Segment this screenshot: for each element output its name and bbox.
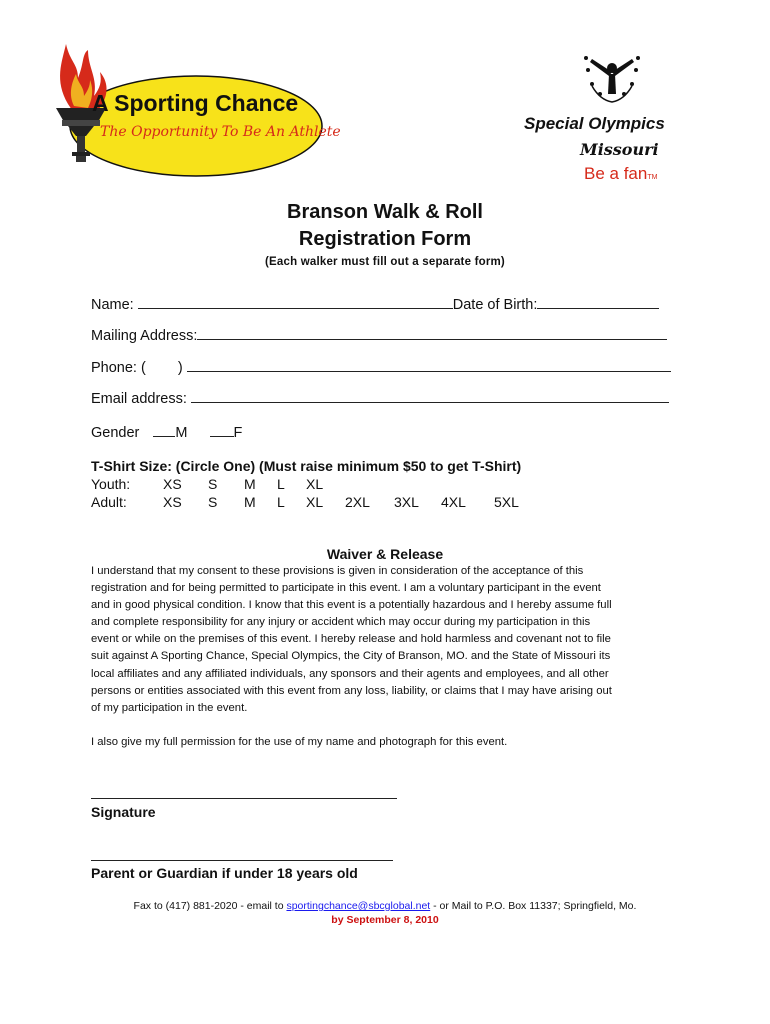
signature-field[interactable]	[91, 798, 397, 799]
gender-m-field[interactable]	[153, 423, 175, 437]
special-olympics-figure-icon	[512, 48, 718, 118]
waiver-line: and in good physical condition. I know that this event is a potentially hazardous and I hereby assume full	[91, 599, 612, 612]
waiver-line: local affiliates and any affiliated individuals, any sponsors and their agents and employees, and all other	[91, 667, 609, 680]
email-address-field[interactable]	[191, 389, 669, 403]
guardian-label: Parent or Guardian if under 18 years old	[91, 865, 358, 881]
waiver-text	[91, 563, 683, 717]
logo-left-name: A Sporting Chance	[92, 90, 299, 116]
waiver-line: registration and for being permitted to participate in this event. I am a voluntary participant in the event	[91, 582, 601, 595]
waiver-line: I understand that my consent to these provisions is given in consideration of the acceptance of this	[91, 565, 584, 577]
logo-right-tm: TM	[647, 174, 658, 181]
logo-right-slogan-text: Be a fan	[584, 164, 648, 183]
dob-label: Date of Birth:	[452, 297, 538, 313]
logo-right-state: Missouri	[580, 140, 659, 159]
adult-size-l[interactable]: L	[277, 494, 285, 510]
adult-size-3xl[interactable]: 3XL	[394, 494, 419, 510]
adult-size-5xl[interactable]: 5XL	[494, 494, 519, 510]
gender-f-field[interactable]	[210, 423, 234, 437]
gender-label: Gender	[91, 425, 140, 441]
special-olympics-logo	[512, 48, 718, 193]
a-sporting-chance-logo	[32, 40, 341, 192]
mailing-label: Mailing Address:	[91, 328, 198, 344]
phone-label: Phone: (	[91, 360, 146, 376]
logo-right-slogan	[584, 164, 657, 184]
adult-size-xs[interactable]: XS	[163, 494, 182, 510]
waiver-line: of my participation in the event.	[91, 701, 248, 714]
form-subtitle: (Each walker must fill out a separate form)	[265, 256, 505, 268]
tshirt-heading: T-Shirt Size: (Circle One) (Must raise minimum $50 to get T-Shirt)	[91, 458, 522, 474]
footer-deadline: by September 8, 2010	[331, 914, 439, 926]
adult-size-xl[interactable]: XL	[306, 494, 324, 510]
footer-contact	[0, 900, 770, 912]
adult-size-m[interactable]: M	[244, 494, 256, 510]
gender-row	[91, 423, 242, 441]
adult-size-row	[91, 494, 591, 512]
name-row	[91, 295, 659, 313]
adult-size-s[interactable]: S	[208, 494, 218, 510]
footer-mail-text: - or Mail to P.O. Box 11337; Springfield, Mo.	[430, 900, 637, 912]
form-title-line1: Branson Walk & Roll	[287, 201, 483, 223]
email-label: Email address:	[91, 391, 187, 407]
permission-text: I also give my full permission for the use of my name and photograph for this event.	[91, 736, 508, 748]
youth-size-s[interactable]: S	[208, 476, 218, 492]
youth-size-xl[interactable]: XL	[306, 476, 324, 492]
adult-size-2xl[interactable]: 2XL	[345, 494, 370, 510]
mailing-address-field[interactable]	[197, 326, 667, 340]
waiver-title: Waiver & Release	[326, 546, 444, 562]
waiver-line: suit against A Sporting Chance, Special Olympics, the City of Branson, MO. and the State of Missouri its	[91, 650, 611, 663]
gender-m-label: M	[175, 425, 188, 441]
youth-size-l[interactable]: L	[277, 476, 285, 492]
waiver-line: event or while on the premises of this event. I hereby release and hold harmless and covenant not to file	[91, 633, 611, 646]
phone-number-field[interactable]	[187, 358, 671, 372]
footer-email-link[interactable]: sportingchance@sbcglobal.net	[286, 900, 431, 912]
footer-fax-text: Fax to (417) 881-2020 - email to	[133, 900, 287, 912]
youth-size-row	[91, 476, 591, 494]
signature-label: Signature	[91, 804, 156, 820]
youth-label: Youth:	[91, 476, 131, 492]
logo-right-name: Special Olympics	[524, 114, 665, 133]
logo-left-tagline: The Opportunity To Be An Athlete	[100, 124, 341, 140]
adult-label: Adult:	[91, 494, 127, 510]
phone-area-code-field[interactable]	[150, 359, 174, 372]
form-title-line2: Registration Form	[298, 228, 472, 250]
waiver-line: persons or entities associated with this event from any loss, liability, or claims that I may have arising out	[91, 684, 612, 697]
email-row	[91, 389, 669, 407]
adult-size-4xl[interactable]: 4XL	[441, 494, 466, 510]
gender-f-label: F	[233, 425, 243, 441]
phone-close-paren: )	[177, 360, 183, 376]
youth-size-xs[interactable]: XS	[163, 476, 182, 492]
phone-row	[91, 358, 671, 376]
guardian-signature-field[interactable]	[91, 860, 393, 861]
name-label: Name:	[91, 297, 134, 313]
name-field[interactable]	[138, 295, 453, 309]
waiver-line: and complete responsibility for any injury or accident which may occur during my participation in this	[91, 616, 591, 629]
youth-size-m[interactable]: M	[244, 476, 256, 492]
dob-field[interactable]	[537, 295, 659, 309]
mailing-row	[91, 326, 667, 344]
